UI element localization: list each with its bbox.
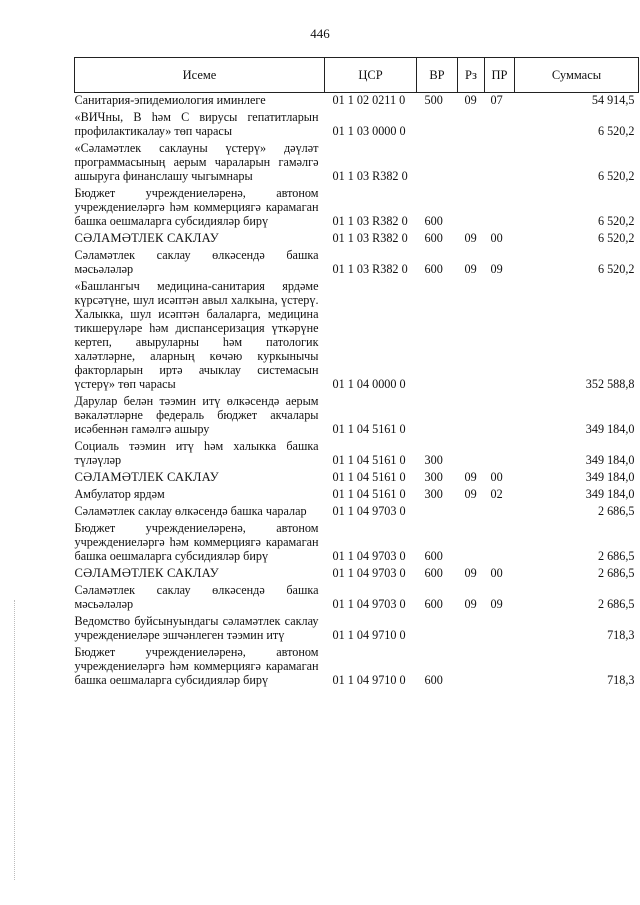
table-row <box>75 487 639 504</box>
cell-name: Социаль тәэмин итү һәм халыкка башка түләүләр <box>74 439 319 467</box>
header-pr: ПР <box>485 58 515 93</box>
table-row <box>75 504 639 521</box>
cell-vr: 300 <box>424 453 443 467</box>
page-number: 446 <box>310 26 330 41</box>
cell-name: Санитария-эпидемиология иминлеге <box>74 93 266 107</box>
cell-rz: 09 <box>464 231 477 245</box>
header-sum: Суммасы <box>515 58 639 93</box>
cell-sum: 718,3 <box>607 673 635 687</box>
cell-csr: 01 1 04 5161 0 <box>332 470 406 484</box>
cell-csr: 01 1 04 9703 0 <box>332 504 406 518</box>
cell-rz <box>458 394 485 439</box>
cell-csr: 01 1 04 9710 0 <box>332 628 406 642</box>
cell-pr <box>485 614 515 645</box>
cell-pr: 00 <box>490 231 503 245</box>
table-row <box>75 439 639 470</box>
cell-pr: 09 <box>490 262 503 276</box>
cell-rz <box>458 110 485 141</box>
cell-sum: 2 686,5 <box>597 549 635 563</box>
table-row <box>75 566 639 583</box>
cell-vr <box>417 614 458 645</box>
cell-pr: 00 <box>490 566 503 580</box>
cell-csr: 01 1 04 9703 0 <box>332 549 406 563</box>
cell-pr <box>485 521 515 566</box>
cell-csr: 01 1 03 0000 0 <box>332 124 406 138</box>
cell-csr: 01 1 04 5161 0 <box>332 487 406 501</box>
cell-rz <box>458 439 485 470</box>
cell-sum: 349 184,0 <box>585 470 635 484</box>
cell-rz <box>458 614 485 645</box>
cell-rz <box>458 645 485 690</box>
table-row <box>75 93 639 111</box>
cell-sum: 349 184,0 <box>585 487 635 501</box>
cell-rz: 09 <box>464 262 477 276</box>
cell-rz: 09 <box>464 566 477 580</box>
cell-sum: 6 520,2 <box>597 214 635 228</box>
cell-name: Дарулар белән тәэмин итү өлкәсендә аерым вәкаләтләрне федераль бюджет акчалары исәбеннән гамәлгә ашыру <box>74 394 319 436</box>
cell-name: Бюджет учреждениеләренә, автоном учреждениеләргә һәм коммерциягә карамаган башка оешмаларга субсидияләр бирү <box>74 645 319 687</box>
cell-vr <box>417 504 458 521</box>
budget-table <box>74 57 639 690</box>
cell-pr: 02 <box>490 487 503 501</box>
cell-rz <box>458 186 485 231</box>
table-row <box>75 521 639 566</box>
cell-vr: 300 <box>424 487 443 501</box>
cell-pr: 00 <box>490 470 503 484</box>
cell-sum: 2 686,5 <box>597 566 635 580</box>
cell-name: «Башлангыч медицина-санитария ярдәме күрсәтүне, шул исәптән авыл халкына, үстерү. Халыкка, шул исәптән балаларга, медицина тикшерүләре һәм диспансеризация үткәрүне кертеп, авыруларны һәм патологик халәтләрне, аларның көчәю куркынычы факторларын иртә ачыклау системасын үстерү» төп чарасы <box>74 279 319 391</box>
cell-vr: 300 <box>424 470 443 484</box>
table-row <box>75 110 639 141</box>
cell-csr: 01 1 04 5161 0 <box>332 453 406 467</box>
cell-vr: 600 <box>424 214 443 228</box>
table-header-row <box>75 58 639 93</box>
cell-name: СӘЛАМӘТЛЕК САКЛАУ <box>74 566 219 580</box>
cell-name: Амбулатор ярдәм <box>74 487 165 501</box>
cell-sum: 6 520,2 <box>597 231 635 245</box>
table-row <box>75 248 639 279</box>
cell-csr: 01 1 04 9710 0 <box>332 673 406 687</box>
cell-csr: 01 1 03 R382 0 <box>332 214 408 228</box>
cell-rz <box>458 504 485 521</box>
cell-vr <box>417 394 458 439</box>
cell-vr: 500 <box>424 93 443 107</box>
cell-vr: 600 <box>424 673 443 687</box>
cell-pr <box>485 279 515 394</box>
cell-name: Сәламәтлек саклау өлкәсендә башка чаралар <box>74 504 307 518</box>
cell-name: «ВИЧны, В һәм С вирусы гепатитларын профилактикалау» төп чарасы <box>74 110 319 138</box>
cell-vr: 600 <box>424 597 443 611</box>
header-csr: ЦСР <box>325 58 417 93</box>
header-rz: Рз <box>458 58 485 93</box>
cell-sum: 2 686,5 <box>597 597 635 611</box>
cell-csr: 01 1 03 R382 0 <box>332 231 408 245</box>
cell-vr: 600 <box>424 231 443 245</box>
scan-margin-dots <box>14 600 16 880</box>
header-vr: ВР <box>417 58 458 93</box>
cell-vr: 600 <box>424 262 443 276</box>
table-body <box>75 93 639 691</box>
cell-sum: 54 914,5 <box>591 93 635 107</box>
cell-sum: 349 184,0 <box>585 453 635 467</box>
cell-pr <box>485 504 515 521</box>
cell-rz: 09 <box>464 93 477 107</box>
cell-rz <box>458 141 485 186</box>
cell-sum: 718,3 <box>607 628 635 642</box>
cell-vr <box>417 110 458 141</box>
cell-csr: 01 1 03 R382 0 <box>332 169 408 183</box>
table-row <box>75 141 639 186</box>
table-row <box>75 279 639 394</box>
cell-sum: 6 520,2 <box>597 124 635 138</box>
cell-vr: 600 <box>424 549 443 563</box>
cell-pr <box>485 645 515 690</box>
cell-csr: 01 1 03 R382 0 <box>332 262 408 276</box>
cell-sum: 352 588,8 <box>585 377 635 391</box>
cell-name: Ведомство буйсынуындагы сәламәтлек саклау учреждениеләре эшчәнлеген тәэмин итү <box>74 614 319 642</box>
cell-vr <box>417 279 458 394</box>
cell-pr: 07 <box>490 93 503 107</box>
cell-csr: 01 1 04 9703 0 <box>332 566 406 580</box>
table-row <box>75 470 639 487</box>
cell-csr: 01 1 04 5161 0 <box>332 422 406 436</box>
cell-rz: 09 <box>464 597 477 611</box>
cell-rz <box>458 279 485 394</box>
cell-sum: 6 520,2 <box>597 169 635 183</box>
table-row <box>75 583 639 614</box>
cell-pr <box>485 439 515 470</box>
header-name: Исеме <box>75 58 325 93</box>
cell-vr <box>417 141 458 186</box>
table-row <box>75 231 639 248</box>
cell-pr: 09 <box>490 597 503 611</box>
cell-rz: 09 <box>464 487 477 501</box>
cell-vr: 600 <box>424 566 443 580</box>
cell-sum: 6 520,2 <box>597 262 635 276</box>
cell-sum: 349 184,0 <box>585 422 635 436</box>
cell-csr: 01 1 02 0211 0 <box>332 93 406 107</box>
cell-sum: 2 686,5 <box>597 504 635 518</box>
cell-pr <box>485 186 515 231</box>
cell-name: Сәламәтлек саклау өлкәсендә башка мәсьәләләр <box>74 248 319 276</box>
table-row <box>75 614 639 645</box>
cell-csr: 01 1 04 0000 0 <box>332 377 406 391</box>
cell-rz <box>458 521 485 566</box>
cell-pr <box>485 394 515 439</box>
cell-pr <box>485 141 515 186</box>
table-row <box>75 394 639 439</box>
cell-name: СӘЛАМӘТЛЕК САКЛАУ <box>74 470 219 484</box>
cell-name: СӘЛАМӘТЛЕК САКЛАУ <box>74 231 219 245</box>
cell-name: Бюджет учреждениеләренә, автоном учреждениеләргә һәм коммерциягә карамаган башка оешмаларга субсидияләр бирү <box>74 186 319 228</box>
cell-name: Бюджет учреждениеләренә, автоном учреждениеләргә һәм коммерциягә карамаган башка оешмаларга субсидияләр бирү <box>74 521 319 563</box>
cell-pr <box>485 110 515 141</box>
cell-rz: 09 <box>464 470 477 484</box>
cell-name: «Сәламәтлек саклауны үстерү» дәүләт программасының аерым чараларын гамәлгә ашыруга финанслашу чыгымнары <box>74 141 319 183</box>
cell-name: Сәламәтлек саклау өлкәсендә башка мәсьәләләр <box>74 583 319 611</box>
table-row <box>75 645 639 690</box>
cell-csr: 01 1 04 9703 0 <box>332 597 406 611</box>
table-row <box>75 186 639 231</box>
